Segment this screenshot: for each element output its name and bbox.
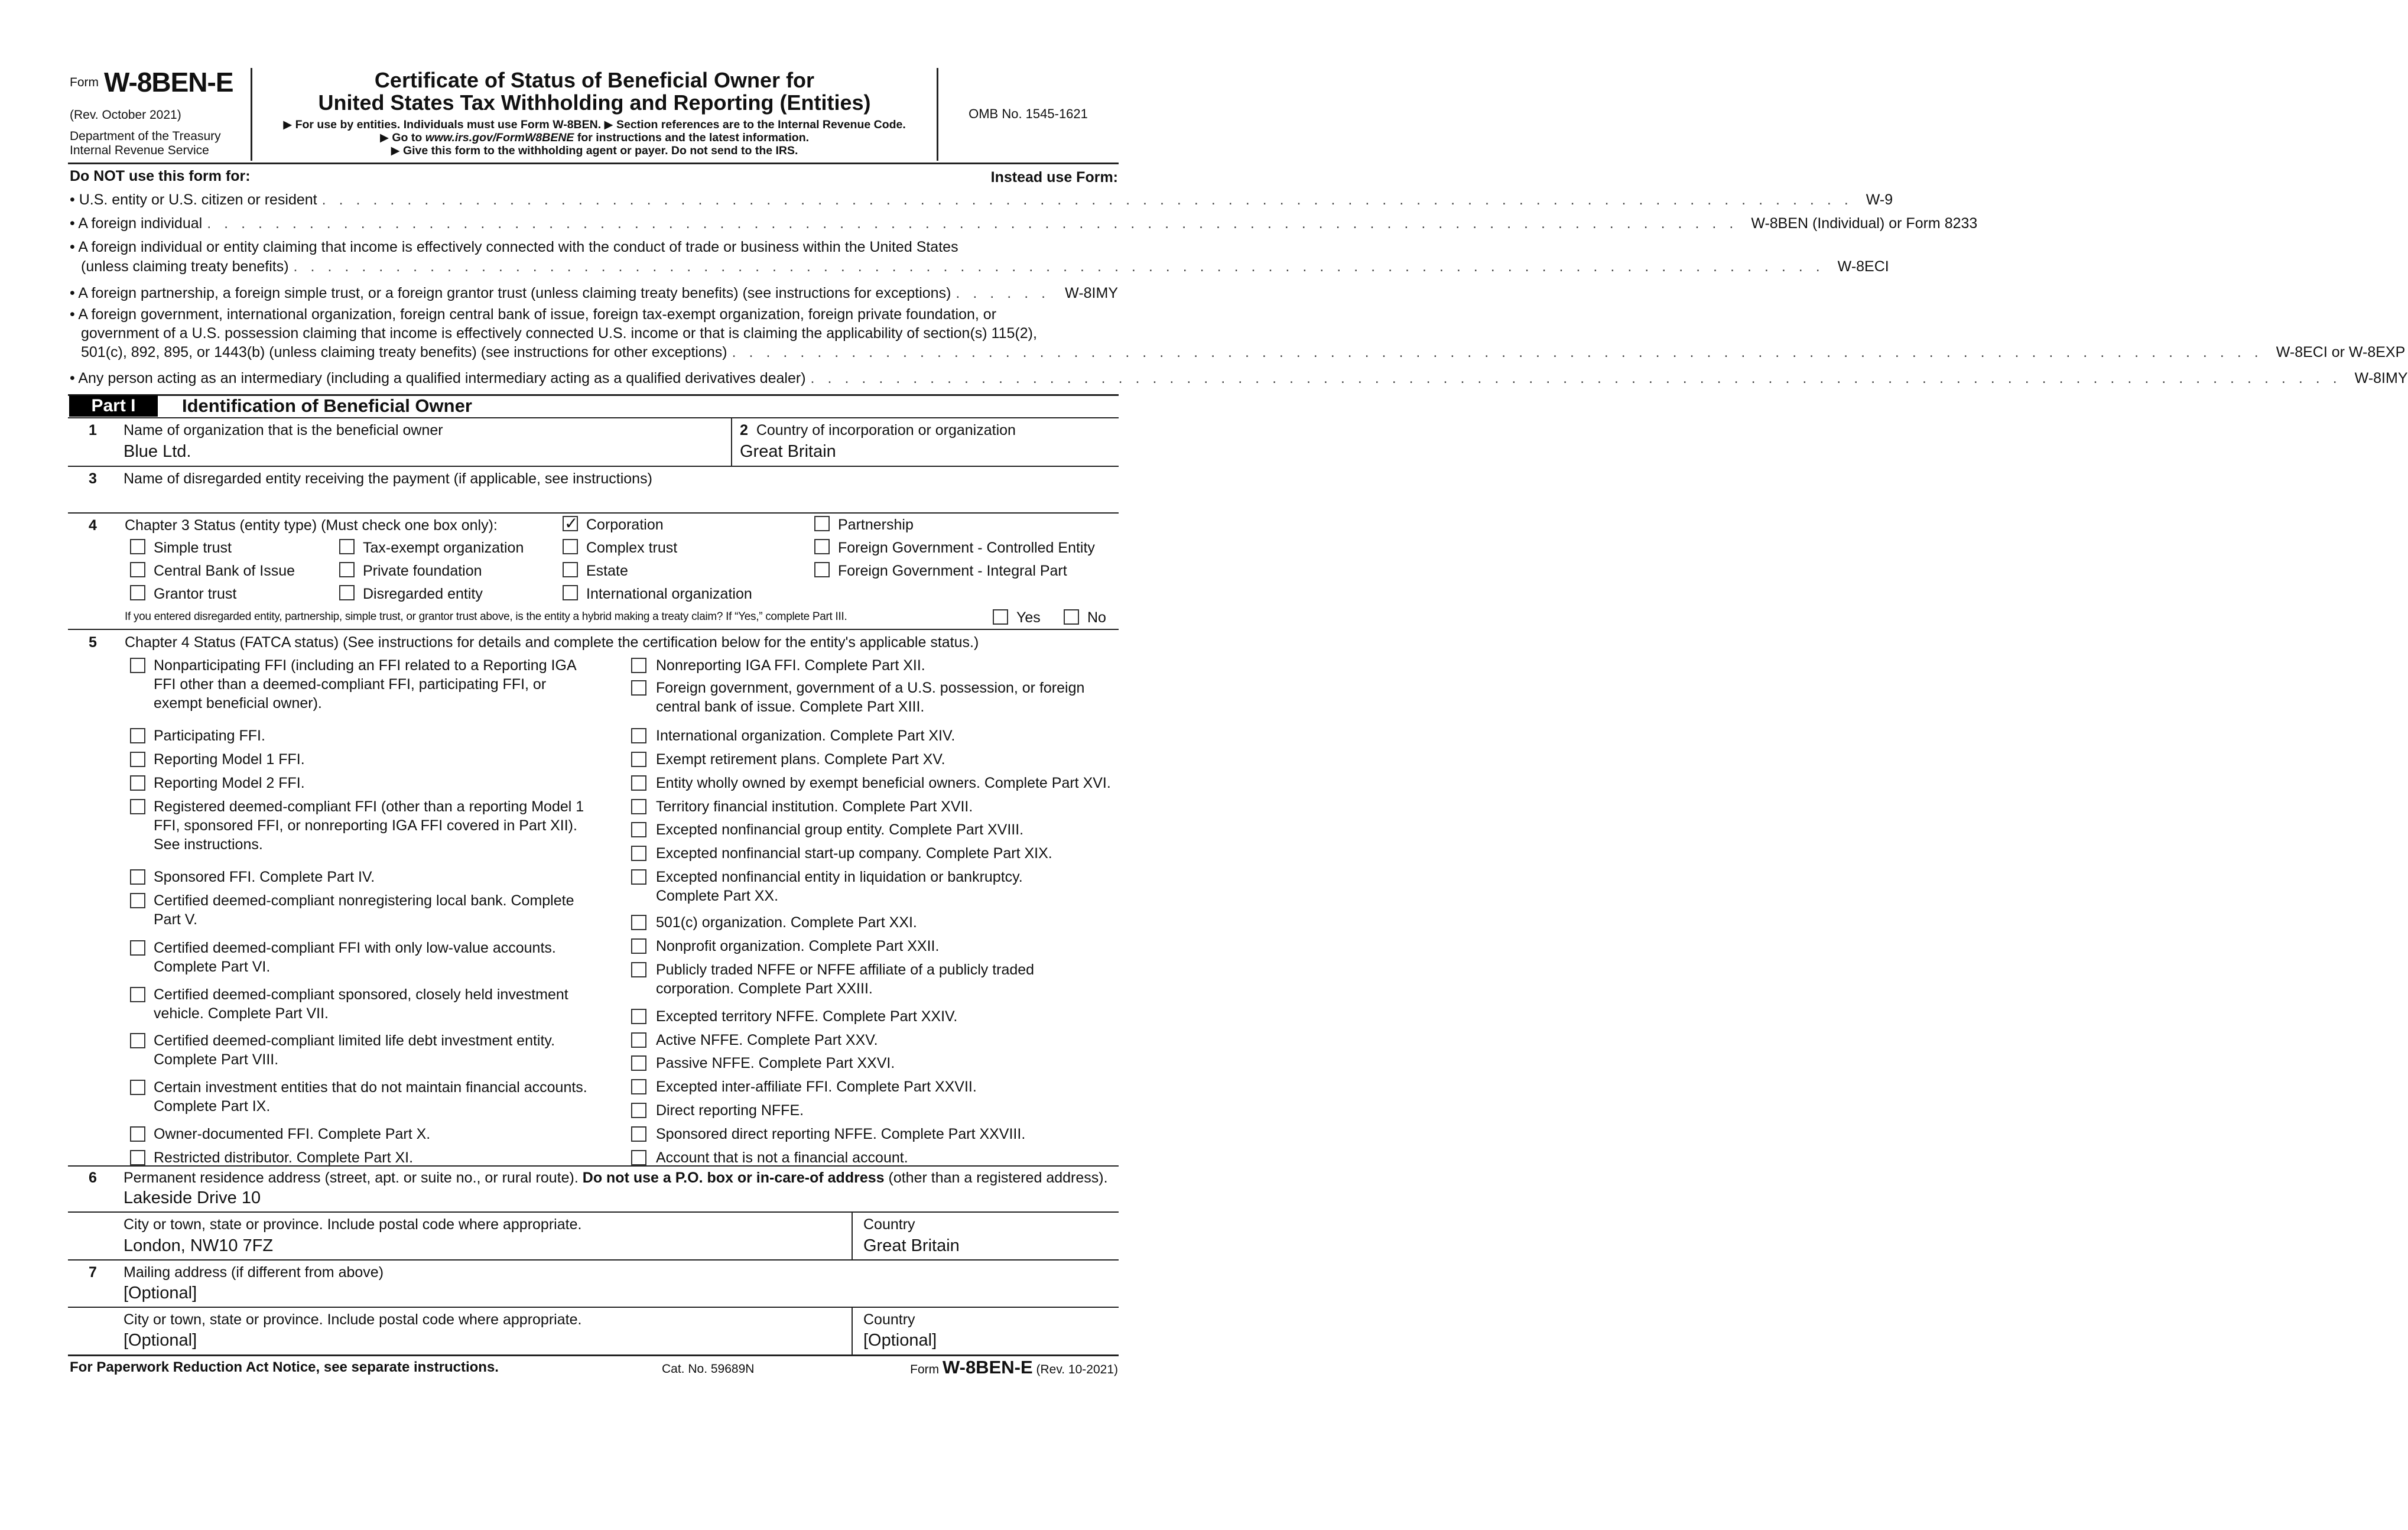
line5-bottom-rule <box>68 1165 1119 1167</box>
exclusion-row-eci-line2: (unless claiming treaty benefits) .......................................................................................... W-8ECI <box>81 258 1889 275</box>
line5-number: 5 <box>89 634 97 651</box>
fatca-left-checkbox-8[interactable] <box>130 940 145 956</box>
fatca-left-option-1-line3: exempt beneficial owner). <box>154 695 322 712</box>
fatca-left-checkbox-9[interactable] <box>130 987 145 1002</box>
fatca-right-checkbox-14[interactable] <box>631 1032 646 1048</box>
part1-header-rule <box>68 417 1119 418</box>
line6-number: 6 <box>89 1170 97 1186</box>
exclusion-row-intermediary: • Any person acting as an intermediary (including a qualified intermediary acting as a qualified derivatives dealer) .......................................................................................... W-8IMY <box>70 370 2408 386</box>
line6-city-label: City or town, state or province. Include postal code where appropriate. <box>124 1216 582 1233</box>
line7-label: Mailing address (if different from above) <box>124 1264 384 1281</box>
disregarded-entity-name-field[interactable] <box>124 490 1069 511</box>
fatca-left-option-13-line1: Restricted distributor. Complete Part XI. <box>154 1149 414 1166</box>
revision-date: (Rev. October 2021) <box>70 108 181 122</box>
fatca-right-option-12-line2: corporation. Complete Part XXIII. <box>656 980 873 997</box>
fatca-right-checkbox-3[interactable] <box>631 728 646 743</box>
department-name: Department of the Treasury <box>70 129 221 143</box>
fatca-left-option-10-line1: Certified deemed-compliant limited life debt investment entity. <box>154 1032 555 1049</box>
option-tax-exempt-label: Tax-exempt organization <box>363 540 524 556</box>
checkbox-estate[interactable] <box>563 562 578 577</box>
exclusion-row-us-entity: • U.S. entity or U.S. citizen or resident .......................................................................................... W-9 <box>70 191 1893 208</box>
permanent-address-field[interactable]: Lakeside Drive 10 <box>124 1188 261 1207</box>
instruction-line3: ▶ Give this form to the withholding agent or payer. Do not send to the IRS. <box>391 144 798 157</box>
line6-country-label: Country <box>863 1216 915 1233</box>
checkbox-fg-integral[interactable] <box>814 562 830 577</box>
line6-address-rule <box>68 1211 1119 1213</box>
hybrid-no-label: No <box>1087 609 1106 626</box>
fatca-right-option-18-line1: Sponsored direct reporting NFFE. Complete Part XXVIII. <box>656 1126 1026 1142</box>
fatca-right-option-8-line1: Excepted nonfinancial start-up company. Complete Part XIX. <box>656 845 1052 862</box>
option-corporation-label: Corporation <box>586 517 664 533</box>
line3-number: 3 <box>89 470 97 487</box>
line4-label: Chapter 3 Status (entity type) (Must check one box only): <box>125 517 498 534</box>
line1-label: Name of organization that is the beneficial owner <box>124 422 443 438</box>
option-international-org-label: International organization <box>586 586 752 602</box>
fatca-right-option-13-line1: Excepted territory NFFE. Complete Part XXIV. <box>656 1008 958 1025</box>
checkbox-hybrid-no[interactable] <box>1064 609 1079 625</box>
instruction-line2: ▶ Go to www.irs.gov/FormW8BENE for instructions and the latest information. <box>379 131 810 144</box>
fatca-left-option-9-line2: vehicle. Complete Part VII. <box>154 1005 329 1022</box>
line7-number: 7 <box>89 1264 97 1281</box>
fatca-left-option-5-line1: Registered deemed-compliant FFI (other than a reporting Model 1 <box>154 798 584 815</box>
form-title-line2: United States Tax Withholding and Reporting (Entities) <box>318 90 871 115</box>
fatca-right-checkbox-18[interactable] <box>631 1126 646 1142</box>
fatca-right-option-10-line1: 501(c) organization. Complete Part XXI. <box>656 914 917 931</box>
checkbox-tax-exempt[interactable] <box>339 539 355 554</box>
line6-country-divider <box>852 1212 853 1259</box>
checkbox-private-foundation[interactable] <box>339 562 355 577</box>
fatca-left-checkbox-3[interactable] <box>130 752 145 767</box>
fatca-right-checkbox-6[interactable] <box>631 799 646 814</box>
option-partnership-label: Partnership <box>838 517 914 533</box>
fatca-right-checkbox-17[interactable] <box>631 1103 646 1118</box>
fatca-right-checkbox-9[interactable] <box>631 869 646 885</box>
fatca-left-checkbox-11[interactable] <box>130 1080 145 1095</box>
fatca-right-option-2-line2: central bank of issue. Complete Part XIII. <box>656 699 925 715</box>
fatca-left-option-9-line1: Certified deemed-compliant sponsored, closely held investment <box>154 986 568 1003</box>
fatca-left-checkbox-4[interactable] <box>130 775 145 791</box>
fatca-right-option-4-line1: Exempt retirement plans. Complete Part XV. <box>656 751 945 768</box>
line1-number: 1 <box>89 422 97 438</box>
permanent-city-field[interactable]: London, NW10 7FZ <box>124 1236 274 1255</box>
fatca-right-option-9-line1: Excepted nonfinancial entity in liquidation or bankruptcy. <box>656 869 1023 885</box>
header-bottom-rule <box>68 163 1119 164</box>
permanent-country-field[interactable]: Great Britain <box>863 1236 960 1255</box>
fatca-right-checkbox-15[interactable] <box>631 1055 646 1071</box>
country-of-incorporation-field[interactable]: Great Britain <box>740 442 836 461</box>
header-divider-left <box>251 68 252 161</box>
fatca-left-option-5-line2: FFI, sponsored FFI, or nonreporting IGA FFI covered in Part XII). <box>154 817 577 834</box>
fatca-left-option-11-line2: Complete Part IX. <box>154 1098 271 1115</box>
form-title-line1: Certificate of Status of Beneficial Owner for <box>374 68 815 92</box>
fatca-right-option-1-line1: Nonreporting IGA FFI. Complete Part XII. <box>656 657 925 674</box>
fatca-right-option-15-line1: Passive NFFE. Complete Part XXVI. <box>656 1055 895 1071</box>
fatca-left-option-7-line1: Certified deemed-compliant nonregistering local bank. Complete <box>154 892 574 909</box>
exclusion-row-gov-line2: government of a U.S. possession claiming that income is effectively connected U.S. income or that is claiming the applicability of section(s) 115(2), <box>81 325 1037 342</box>
exclusion-row-foreign-individual: • A foreign individual .......................................................................................... W-8BEN (Individual) or Form 8233 <box>70 215 1978 232</box>
fatca-left-option-1-line1: Nonparticipating FFI (including an FFI related to a Reporting IGA <box>154 657 577 674</box>
instead-use-heading: Instead use Form: <box>990 169 1118 186</box>
checkbox-disregarded-entity[interactable] <box>339 585 355 600</box>
fatca-left-checkbox-12[interactable] <box>130 1126 145 1142</box>
line2-bottom-rule <box>68 466 1119 467</box>
fatca-right-option-5-line1: Entity wholly owned by exempt beneficial owners. Complete Part XVI. <box>656 775 1111 791</box>
fatca-right-checkbox-2[interactable] <box>631 680 646 696</box>
option-central-bank-label: Central Bank of Issue <box>154 563 295 579</box>
fatca-right-checkbox-19[interactable] <box>631 1150 646 1165</box>
mailing-address-field[interactable]: [Optional] <box>124 1284 197 1302</box>
option-complex-trust-label: Complex trust <box>586 540 678 556</box>
fatca-right-option-7-line1: Excepted nonfinancial group entity. Complete Part XVIII. <box>656 821 1024 838</box>
option-simple-trust-label: Simple trust <box>154 540 232 556</box>
option-fg-integral-label: Foreign Government - Integral Part <box>838 563 1067 579</box>
line2-label: 2 Country of incorporation or organization <box>740 422 1016 438</box>
instruction-line1: ▶ For use by entities. Individuals must use Form W-8BEN. ▶ Section references are to the Internal Revenue Code. <box>283 118 906 131</box>
option-estate-label: Estate <box>586 563 628 579</box>
line6-bottom-rule <box>68 1259 1119 1261</box>
line3-bottom-rule <box>68 512 1119 514</box>
paperwork-notice: For Paperwork Reduction Act Notice, see separate instructions. <box>70 1359 499 1375</box>
fatca-left-option-3-line1: Reporting Model 1 FFI. <box>154 751 305 768</box>
fatca-left-option-11-line1: Certain investment entities that do not maintain financial accounts. <box>154 1079 587 1096</box>
fatca-right-option-12-line1: Publicly traded NFFE or NFFE affiliate of a publicly traded <box>656 961 1035 978</box>
option-disregarded-entity-label: Disregarded entity <box>363 586 483 602</box>
line3-label: Name of disregarded entity receiving the payment (if applicable, see instructions) <box>124 470 652 487</box>
fatca-left-checkbox-7[interactable] <box>130 893 145 908</box>
fatca-left-checkbox-6[interactable] <box>130 869 145 885</box>
fatca-right-checkbox-11[interactable] <box>631 938 646 954</box>
fatca-right-checkbox-8[interactable] <box>631 846 646 861</box>
line7-city-label: City or town, state or province. Include postal code where appropriate. <box>124 1311 582 1328</box>
catalog-number: Cat. No. 59689N <box>662 1362 755 1376</box>
hybrid-treaty-question: If you entered disregarded entity, partnership, simple trust, or grantor trust above, is the entity a hybrid making a treaty claim? If “Yes,” complete Part III. <box>125 610 847 623</box>
fatca-left-checkbox-1[interactable] <box>130 658 145 673</box>
fatca-left-option-8-line1: Certified deemed-compliant FFI with only low-value accounts. <box>154 940 556 956</box>
line7-country-label: Country <box>863 1311 915 1328</box>
fatca-right-checkbox-1[interactable] <box>631 658 646 673</box>
fatca-left-option-12-line1: Owner-documented FFI. Complete Part X. <box>154 1126 431 1142</box>
exclusion-row-eci-line1: • A foreign individual or entity claiming that income is effectively connected with the conduct of trade or business within the United States <box>70 239 958 255</box>
fatca-left-option-7-line2: Part V. <box>154 911 198 928</box>
mailing-city-field[interactable]: [Optional] <box>124 1331 197 1350</box>
line6-label: Permanent residence address (street, apt. or suite no., or rural route). Do not use a P.O. box or in-care-of address (other than a registered address). <box>124 1170 1108 1186</box>
fatca-left-checkbox-5[interactable] <box>130 799 145 814</box>
do-not-use-heading: Do NOT use this form for: <box>70 168 251 184</box>
fatca-right-checkbox-4[interactable] <box>631 752 646 767</box>
fatca-right-checkbox-13[interactable] <box>631 1009 646 1024</box>
fatca-right-checkbox-10[interactable] <box>631 915 646 930</box>
checkbox-grantor-trust[interactable] <box>130 585 145 600</box>
beneficial-owner-name-field[interactable]: Blue Ltd. <box>124 442 191 461</box>
mailing-country-field[interactable]: [Optional] <box>863 1331 937 1350</box>
irs-url-link[interactable]: www.irs.gov/FormW8BENE <box>425 131 574 144</box>
form-number: W-8BEN-E <box>104 67 233 98</box>
line4-bottom-rule <box>68 629 1119 630</box>
checkbox-corporation[interactable] <box>563 516 578 531</box>
fatca-right-option-3-line1: International organization. Complete Part XIV. <box>656 727 956 744</box>
fatca-left-option-5-line3: See instructions. <box>154 836 263 853</box>
fatca-right-checkbox-16[interactable] <box>631 1079 646 1094</box>
option-private-foundation-label: Private foundation <box>363 563 482 579</box>
fatca-right-checkbox-12[interactable] <box>631 962 646 977</box>
line7-address-rule <box>68 1307 1119 1308</box>
footer-form-id: Form W-8BEN-E (Rev. 10-2021) <box>910 1357 1118 1378</box>
fatca-right-option-16-line1: Excepted inter-affiliate FFI. Complete Part XXVII. <box>656 1079 977 1095</box>
fatca-left-option-2-line1: Participating FFI. <box>154 727 265 744</box>
fatca-right-option-19-line1: Account that is not a financial account. <box>656 1149 908 1166</box>
fatca-left-checkbox-10[interactable] <box>130 1033 145 1048</box>
line4-number: 4 <box>89 517 97 534</box>
fatca-right-option-2-line1: Foreign government, government of a U.S. possession, or foreign <box>656 680 1085 696</box>
omb-number: OMB No. 1545-1621 <box>969 106 1088 121</box>
line1-line2-divider <box>731 418 732 466</box>
form-word: Form <box>70 76 99 89</box>
fatca-left-option-4-line1: Reporting Model 2 FFI. <box>154 775 305 791</box>
checkbox-hybrid-yes[interactable] <box>993 609 1008 625</box>
part1-bottom-rule <box>68 1354 1119 1356</box>
checkbox-partnership[interactable] <box>814 516 830 531</box>
fatca-left-option-8-line2: Complete Part VI. <box>154 959 271 975</box>
header-divider-right <box>937 68 938 161</box>
option-fg-controlled-label: Foreign Government - Controlled Entity <box>838 540 1095 556</box>
fatca-left-option-6-line1: Sponsored FFI. Complete Part IV. <box>154 869 375 885</box>
fatca-right-checkbox-5[interactable] <box>631 775 646 791</box>
fatca-right-option-9-line2: Complete Part XX. <box>656 888 779 904</box>
irs-name: Internal Revenue Service <box>70 144 209 157</box>
checkbox-central-bank[interactable] <box>130 562 145 577</box>
part1-badge: Part I <box>69 395 158 417</box>
checkbox-fg-controlled[interactable] <box>814 539 830 554</box>
fatca-left-checkbox-13[interactable] <box>130 1150 145 1165</box>
checkbox-international-org[interactable] <box>563 585 578 600</box>
line7-country-divider <box>852 1307 853 1354</box>
fatca-right-option-17-line1: Direct reporting NFFE. <box>656 1102 804 1119</box>
checkbox-complex-trust[interactable] <box>563 539 578 554</box>
fatca-right-option-11-line1: Nonprofit organization. Complete Part XXII. <box>656 938 940 954</box>
hybrid-yes-label: Yes <box>1016 609 1041 626</box>
fatca-right-option-6-line1: Territory financial institution. Complete Part XVII. <box>656 798 973 815</box>
exclusion-row-gov-line3: 501(c), 892, 895, or 1443(b) (unless claiming treaty benefits) (see instructions for other exceptions) .......................................................................................... W-8ECI or W-8EXP <box>81 344 2406 360</box>
fatca-left-option-10-line2: Complete Part VIII. <box>154 1051 279 1068</box>
fatca-right-checkbox-7[interactable] <box>631 822 646 837</box>
option-grantor-trust-label: Grantor trust <box>154 586 237 602</box>
line5-label: Chapter 4 Status (FATCA status) (See instructions for details and complete the certification below for the entity's applicable status.) <box>125 634 979 651</box>
exclusion-row-gov-line1: • A foreign government, international organization, foreign central bank of issue, foreign tax-exempt organization, foreign private foundation, or <box>70 306 997 323</box>
part1-title: Identification of Beneficial Owner <box>182 395 472 416</box>
fatca-left-checkbox-2[interactable] <box>130 728 145 743</box>
fatca-left-option-1-line2: FFI other than a deemed-compliant FFI, participating FFI, or <box>154 676 547 693</box>
fatca-right-option-14-line1: Active NFFE. Complete Part XXV. <box>656 1032 878 1048</box>
exclusion-row-foreign-partnership: • A foreign partnership, a foreign simple trust, or a foreign grantor trust (unless claiming treaty benefits) (see instructions for exceptions) ...... W-8IMY <box>70 285 1118 301</box>
checkbox-simple-trust[interactable] <box>130 539 145 554</box>
